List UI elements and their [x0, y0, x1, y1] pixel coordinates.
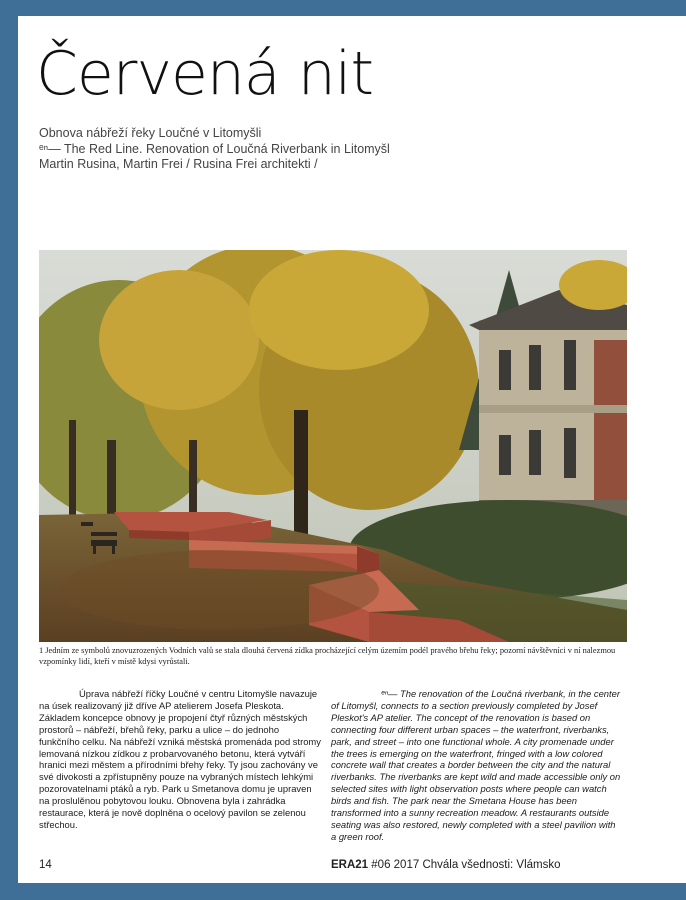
article-subtitle [39, 126, 559, 173]
body-column-english [331, 688, 623, 843]
article-title: Červená nit [36, 39, 373, 109]
body-column-czech [39, 688, 321, 831]
running-footer [331, 859, 561, 871]
magazine-name: ERA21 [331, 859, 369, 871]
subtitle-line-cz: Obnova nábřeží řeky Loučné v Litomyšli [39, 126, 262, 140]
issue-info: #06 2017 Chvála všednosti: Vlámsko [371, 859, 561, 871]
body-text-en: ᵉⁿ— The renovation of the Loučná riverbank, in the center of Litomyšl, connects to a section previously completed by Josef Pleskot's AP atelier. The concept of the renovation is based on connecting four different urban spaces – the waterfront, riverbanks, park, and street – into one functional whole. A city promenade under the trees is emerging on the waterfront, fringed with a low colored concrete wall that creates a border between the city and the natural riverbanks. The riverbanks are kept wild and made accessible only on selected sites with light observation posts where people can watch birds and fish. The park near the Smetana House has been transformed into a sunny recreation meadow. A restaurants outside seating was also restored, newly completed with a steel pavilion with a green roof. [331, 688, 621, 842]
article-photo [39, 250, 627, 642]
body-text-cz: Úprava nábřeží říčky Loučné v centru Litomyšle navazuje na úsek realizovaný již dříve AP atelierem Josefa Pleskota. Základem koncepce obnovy je propojení čtyř různých městských prostorů – nábřeží, břehů řeky, parku a ulice – do jednoho funkčního celku. Na nábřeží vzniká městská promenáda pod stromy lemovaná nízkou zídkou z probarvovaného betonu, která vytváří hranici mezi městem a přírodními břehy řeky. Ty jsou zachovány ve své divokosti a zpřístupněny pouze na vybraných místech lehkými pozorovatelnami ptáků a ryb. Park u Smetanova domu je upraven na proslulěnou pobytovou louku. Obnovena byla i zahrádka restaurace, která je nově doplněna o ocelový pavilon se zelenou střechou. [39, 688, 321, 830]
magazine-page [18, 16, 686, 883]
park-photo-illustration [39, 250, 627, 642]
subtitle-authors: Martin Rusina, Martin Frei / Rusina Frei architekti / [39, 157, 318, 171]
page-number: 14 [39, 859, 52, 871]
photo-caption: 1 Jedním ze symbolů znovuzrozených Vodních valů se stala dlouhá červená zídka procházející celým územím podél pravého břehu řeky; pozorní návštěvníci v ní nalezmou vzpomínky lidí, kteří v místě kdysi vyrůstali. [39, 646, 616, 666]
subtitle-line-en: ᵉⁿ— The Red Line. Renovation of Loučná Riverbank in Litomyšl [39, 141, 390, 156]
